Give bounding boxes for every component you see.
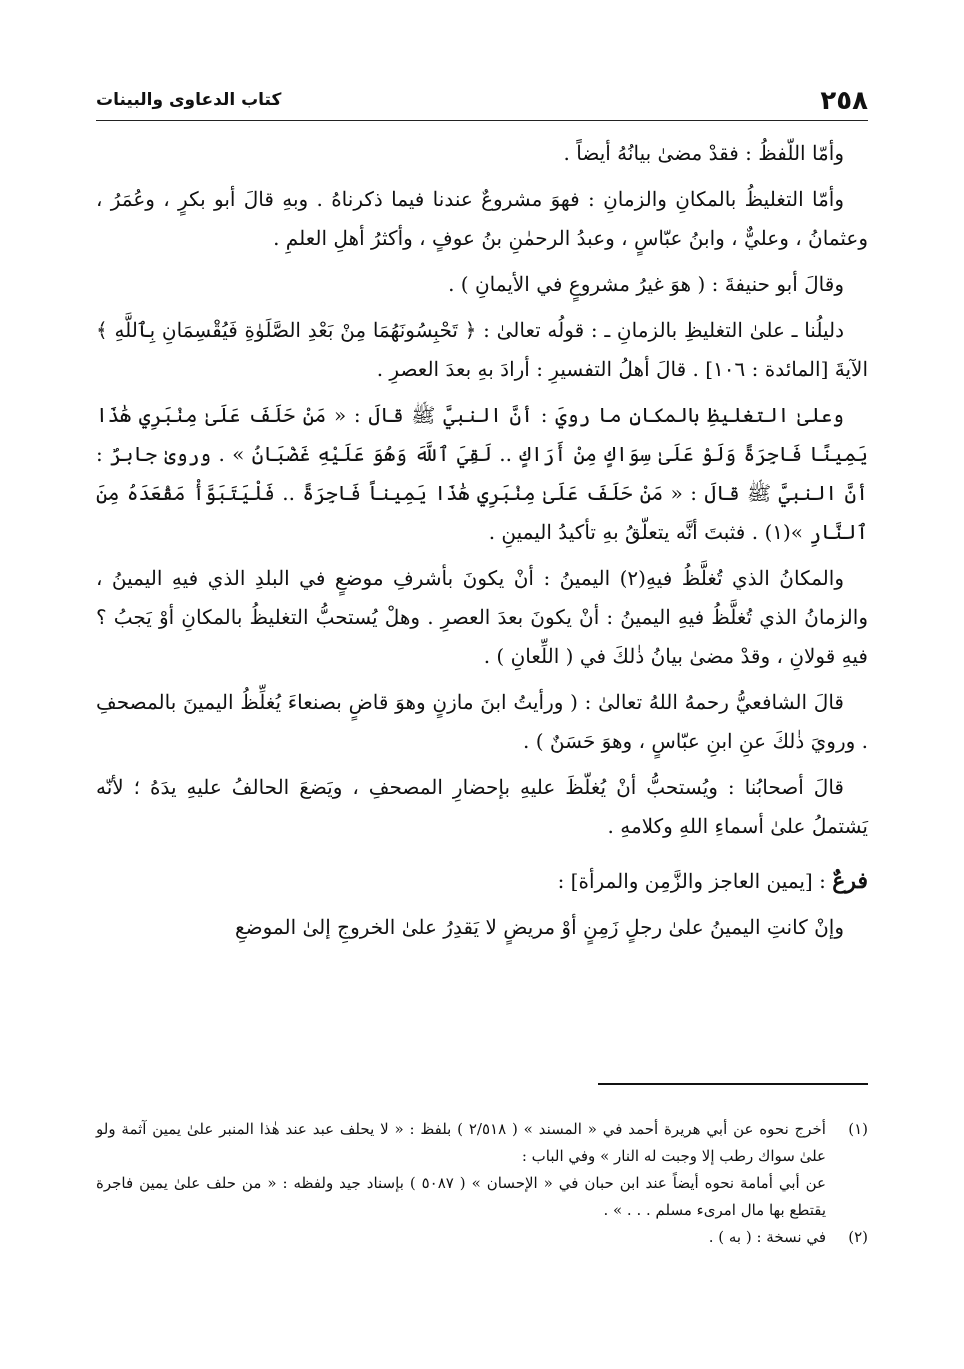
footnotes <box>96 1116 868 1251</box>
footnote-number: (٢) <box>848 1228 868 1246</box>
paragraph: وقالَ أبو حنيفةَ : ( هوَ غيرُ مشروعٍ في الأيمانِ ) . <box>448 272 844 296</box>
paragraph: وأمّا اللّفظُ : فقدْ مضىٰ بيانُهُ أيضاً . <box>563 141 844 165</box>
running-title: كتاب الدعاوى والبينات <box>96 90 282 110</box>
paragraph: وأمّا التغليظُ بالمكانِ والزمانِ : فهوَ مشروعٌ عندنا فيما ذكرناهُ . وبهِ قالَ أبو بكرٍ ، وعُمَرُ ، وعثمانُ ، وعليٌّ ، وابنُ عبّاسٍ ، وعبدُ الرحمٰنِ بنُ عوفٍ ، وأكثرُ أهلِ العلمِ . <box>96 187 868 250</box>
footnote-divider <box>598 1083 868 1085</box>
page-number: ٢٥٨ <box>820 86 868 116</box>
footnote-number: (١) <box>848 1120 868 1138</box>
footnote-text: عن أبي أمامة نحوه أيضاً عند ابن حبان في « الإحسان » ( ٥٠٨٧ ) بإسناد جيد ولفظه : « من حلف علىٰ يمين فاجرة يقتطع بها مال امرىء مسلم . . . » . <box>96 1174 826 1219</box>
footnote <box>96 1224 868 1251</box>
paragraph: قالَ أصحابُنا : ويُستحبُّ أنْ يُغلّظَ عليهِ بإحضارِ المصحفِ ، ويَضعَ الحالفُ عليهِ يدَهُ ؛ لأنّه يَشتملُ علىٰ أسماءِ اللهِ وكلامهِ . <box>96 775 868 838</box>
footnote-text: أخرج نحوه عن أبي هريرة أحمد في « المسند » ( ٢/٥١٨ ) بلفظ : « لا يحلف عبد عند هٰذا المنبر علىٰ يمين آثمة ولو علىٰ سواك رطب إلا وجبت له النار » وفي الباب : <box>96 1120 826 1165</box>
footnote <box>96 1116 868 1224</box>
page-header <box>96 80 868 121</box>
paragraph: والمكانُ الذي تُغلَّظُ فيهِ(٢) اليمينُ : أنْ يكونَ بأشرفِ موضعٍ في البلدِ الذي فيهِ اليمينُ ، والزمانُ الذي تُغلَّظُ فيهِ اليمينُ : أنْ يكونَ بعدَ العصرِ . وهلْ يُستحبُّ التغليظُ بالمكانِ أوْ يَجبُ ؟ فيهِ قولانِ ، وقدْ مضىٰ بيانُ ذٰلكَ في ( اللِّعانِ ) . <box>96 566 868 668</box>
paragraph: قالَ الشافعيُّ رحمهُ اللهُ تعالىٰ : ( ورأيتُ ابنَ مازنٍ وهوَ قاضٍ بصنعاءَ يُغلِّظُ اليمينَ بالمصحفِ . ورويَ ذٰلكَ عنِ ابنِ عبّاسٍ ، وهوَ حَسَنٌ ) . <box>96 690 868 753</box>
paragraph-continued: وإنْ كانتِ اليمينُ علىٰ رجلٍ زَمِنٍ أوْ مريضٍ لا يَقدِرُ علىٰ الخروجِ إلىٰ الموضعِ <box>234 915 844 939</box>
branch-title: : [يمين العاجز والزَّمِن والمرأة] : <box>557 869 826 893</box>
branch-label: فرعٌ <box>832 868 868 894</box>
main-text <box>96 134 868 954</box>
branch-heading <box>96 862 868 901</box>
paragraph: دليلُنا ـ علىٰ التغليظِ بالزمانِ ـ : قولُه تعالىٰ : ﴿ تَحْبِسُونَهُمَا مِنْ بَعْدِ الصَّلَوٰةِ فَيُقْسِمَانِ بِٱللَّهِ ﴾ الآيةَ [المائدة : ١٠٦] . قالَ أهلُ التفسيرِ : أرادَ بهِ بعدَ العصرِ . <box>96 318 868 381</box>
footnote-text: في نسخة : ( به ) . <box>708 1228 826 1246</box>
paragraph: وعلىٰ التغليظِ بالمكانِ ما رويَ : أنَّ النبيَّ ﷺ قالَ : « مَنْ حَلَفَ عَلَىٰ مِنْبَرِي هَٰذَا يَمِينًا فَاجِرَةً وَلَوْ عَلَىٰ سِوَاكٍ مِنْ أَرَاكٍ .. لَقِيَ ٱللَّهَ وَهُوَ عَلَيْهِ غَضْبَانُ » . وروىٰ جابرٌ : أنَّ النبيَّ ﷺ قالَ : « مَنْ حَلَفَ عَلَىٰ مِنْبَرِي هَٰذَا يَمِيناً فَاجِرَةً .. فَلْيَتَبَوَّأْ مَقْعَدَهُ مِنَ ٱلنَّارِ »(١) . فثبتَ أنَّه يتعلّقُ بهِ تأكيدُ اليمينِ . <box>96 403 868 544</box>
